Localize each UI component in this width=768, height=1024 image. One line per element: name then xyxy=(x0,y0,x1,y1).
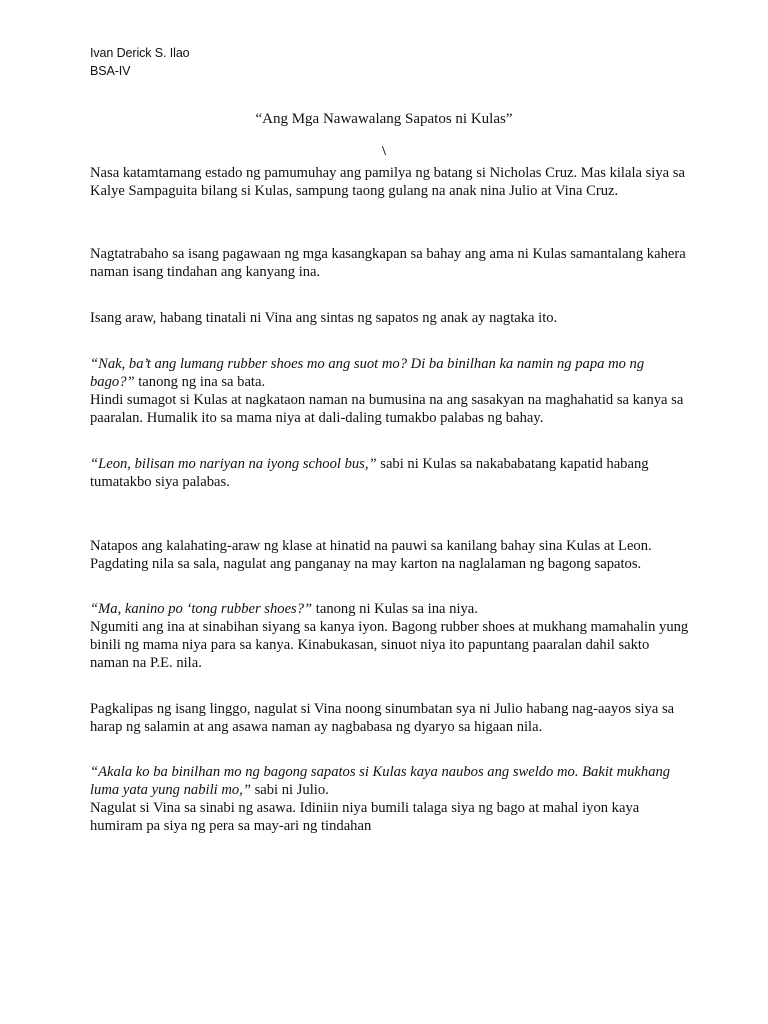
paragraph-1: Nasa katamtamang estado ng pamumuhay ang pamilya ng batang si Nicholas Cruz. Mas kilala siya sa Kalye Sampaguita bilang si Kulas, sampung taong gulang na anak nina Julio at Vina Cruz. xyxy=(90,165,685,199)
dialogue-text: “Nak, ba’t ang lumang rubber shoes mo ang suot mo? Di ba binilhan ka namin ng papa mo ng bago?” xyxy=(90,356,645,390)
paragraph-8: Pagkalipas ng isang linggo, nagulat si Vina noong sinumbatan sya ni Julio habang nag-aayos siya sa harap ng salamin at ang asawa naman ay nagbabasa ng dyaryo sa higaan nila. xyxy=(90,701,675,735)
paragraph-4 xyxy=(90,355,690,427)
dialogue-text: “Akala ko ba binilhan mo ng bagong sapatos si Kulas kaya naubos ang sweldo mo. Bakit mukhang luma yata yung nabili mo,” xyxy=(90,764,671,798)
dialogue-text: “Ma, kanino po ‘tong rubber shoes?” xyxy=(90,601,313,617)
course-label: BSA-IV xyxy=(90,64,131,78)
paragraph-9 xyxy=(90,763,690,835)
paragraph-5 xyxy=(90,455,690,491)
paragraph-6: Natapos ang kalahating-araw ng klase at hinatid na pauwi sa kanilang bahay sina Kulas at Leon. Pagdating nila sa sala, nagulat ang panganay na may karton na naglalaman ng bagong sapatos. xyxy=(90,538,652,572)
dialogue-text: “Leon, bilisan mo nariyan na iyong school bus,” xyxy=(90,456,377,472)
separator-mark: \ xyxy=(382,144,386,159)
narration-text: Hindi sumagot si Kulas at nagkataon naman na bumusina na ang sasakyan na maghahatid sa kanya sa paaralan. Humalik ito sa mama niya at dali-daling tumakbo palabas ng bahay. xyxy=(90,392,684,426)
dialogue-tail: tanong ng ina sa bata. xyxy=(134,374,266,390)
paragraph-2: Nagtatrabaho sa isang pagawaan ng mga kasangkapan sa bahay ang ama ni Kulas samantalang kahera naman isang tindahan ang kanyang ina. xyxy=(90,246,686,280)
paragraph-3: Isang araw, habang tinatali ni Vina ang sintas ng sapatos ng anak ay nagtaka ito. xyxy=(90,310,558,326)
dialogue-tail: sabi ni Kulas sa nakababatang kapatid habang tumatakbo siya palabas. xyxy=(90,456,649,490)
dialogue-tail: tanong ni Kulas sa ina niya. xyxy=(312,601,478,617)
dialogue-tail: sabi ni Julio. xyxy=(250,782,329,798)
paragraph-7 xyxy=(90,600,690,672)
story-title: “Ang Mga Nawawalang Sapatos ni Kulas” xyxy=(255,111,513,127)
narration-text: Nagulat si Vina sa sinabi ng asawa. Idiniin niya bumili talaga siya ng bago at mahal iyon kaya humiram pa siya ng pera sa may-ari ng tindahan xyxy=(90,800,640,834)
author-name: Ivan Derick S. Ilao xyxy=(90,46,190,60)
narration-text: Ngumiti ang ina at sinabihan siyang sa kanya iyon. Bagong rubber shoes at mukhang mamahalin yung binili ng mama niya para sa kanya. Kinabukasan, sinuot niya ito papuntang paaralan dahil sakto naman na P.E. nila. xyxy=(90,619,689,671)
